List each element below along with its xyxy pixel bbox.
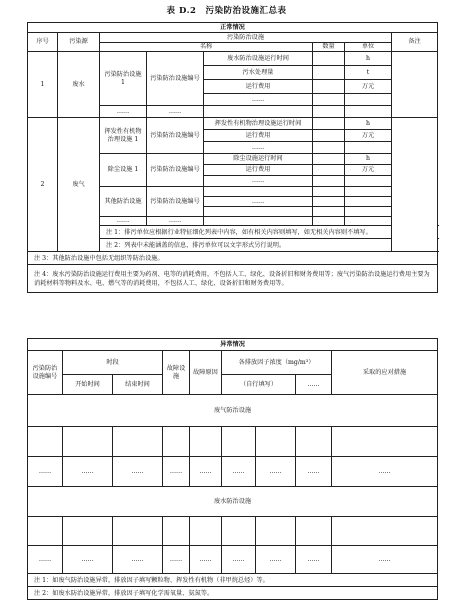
header-facility: 污染防治设施 [100,33,392,43]
ellipsis-cell: …… [63,457,113,487]
ellipsis-cell: …… [100,217,147,226]
water-start-cell [63,517,113,546]
qty-cell [313,217,345,226]
water-code-cell [28,517,63,546]
abnormal-table [27,338,438,600]
section-abnormal: 异常情况 [28,339,438,351]
ellipsis-cell: …… [147,217,204,226]
qty-cell [313,118,345,130]
ellipsis-cell: …… [163,457,190,487]
ellipsis-cell: …… [222,546,256,574]
unit-cell: t [345,66,392,80]
item-name: 除尘设施运行时间 [204,154,313,165]
unit-cell: 万元 [345,130,392,142]
facility-code: 污染防治设施编号 [147,154,204,187]
ellipsis-cell: …… [190,457,222,487]
facility-name: 污染防治设施 1 [100,52,147,106]
ellipsis-cell: …… [163,546,190,574]
ellipsis-cell: …… [222,457,256,487]
unit-cell [345,207,392,217]
qty-cell [313,80,345,94]
water-measures-cell [332,517,438,546]
qty-cell [313,197,345,207]
header-fault-reason: 故障原因 [190,351,222,395]
ellipsis-cell: …… [256,457,296,487]
item-name: …… [204,94,313,106]
facility-code: 污染防治设施编号 [147,52,204,106]
facility-name: 挥发性有机物治理设施 1 [100,118,147,154]
gas-code-cell [28,427,63,457]
header-seq: 序号 [28,33,58,52]
gas-end-cell [113,427,163,457]
header-end: 结束时间 [113,375,163,395]
item-name [204,207,313,217]
gas-fault-cell [163,427,190,457]
qty-cell [313,142,345,154]
item-name: 废水防治设施运行时间 [204,52,313,66]
note-4: 注 4：废水污染防治设施运行费用主要为药剂、电等的消耗费用，不包括人工、绿化、设备折旧和财务费用等；废气污染防治设施运行费用主要为消耗材料等物料及水、电、燃气等的消耗费用，不包括人工、绿化、设备折旧和财务费用等。 [28,265,438,293]
gas-conc-cell [296,427,332,457]
unit-cell [345,176,392,187]
ellipsis-cell: …… [28,546,63,574]
gas-conc-cell [222,427,256,457]
ellipsis-cell: …… [332,457,438,487]
water-reason-cell [190,517,222,546]
water-fault-cell [163,517,190,546]
ellipsis-cell: …… [190,546,222,574]
item-name: 污水处理量 [204,66,313,80]
qty-cell [313,94,345,106]
note-3: 注 3：其他防治设施中包括无组织等防治设施。 [28,252,438,265]
ellipsis-cell: …… [113,546,163,574]
abnormal-note-1: 注 1：如废气防治设施异常，排放因子填写颗粒物、挥发性有机物（非甲烷总烃）等。 [28,574,438,587]
unit-cell [345,187,392,197]
item-name: …… [204,197,313,207]
qty-cell [313,52,345,66]
header-qty: 数量 [313,43,345,52]
header-start: 开始时间 [63,375,113,395]
header-measures: 采取的应对措施 [332,351,438,395]
ellipsis-cell: …… [147,106,204,118]
unit-cell: h [345,52,392,66]
facility-code: 污染防治设施编号 [147,118,204,154]
water-conc-cell [296,517,332,546]
header-fault-facility: 故障设施 [163,351,190,395]
qty-cell [313,176,345,187]
item-name: 挥发性有机物治理设施运行时间 [204,118,313,130]
facility-name: 其他防治设施 [100,187,147,217]
ellipsis-cell: …… [63,546,113,574]
unit-cell: h [345,118,392,130]
item-name [204,187,313,197]
unit-cell [345,106,392,118]
qty-cell [313,106,345,118]
source-name: 废气 [58,118,100,252]
item-name: 运行费用 [204,80,313,94]
water-conc-cell [222,517,256,546]
gas-measures-cell [332,427,438,457]
header-ellipsis: …… [296,375,332,395]
header-auto: （自行填写） [222,375,296,395]
note-1: 注 1：排污单位应根据行业特征细化列表中内容，如有相关内容则填写，如无相关内容则不填写。 [100,226,438,239]
abnormal-note-2: 注 2：如废水防治设施异常，排放因子填写化学需氧量、氨氮等。 [28,587,438,600]
water-end-cell [113,517,163,546]
header-period: 时段 [63,351,163,375]
qty-cell [313,187,345,197]
table-caption: 表 D.2 污染防治设施汇总表 [166,6,287,16]
header-code: 污染防治设施编号 [28,351,63,395]
header-conc: 各排放因子浓度（mg/m³） [222,351,332,375]
section-normal: 正常情况 [28,23,438,33]
qty-cell [313,207,345,217]
gas-conc-cell [256,427,296,457]
water-conc-cell [256,517,296,546]
qty-cell [313,130,345,142]
unit-cell [345,217,392,226]
ellipsis-cell: …… [28,457,63,487]
ellipsis-cell: …… [332,546,438,574]
source-name: 废水 [58,52,100,118]
row-seq: 2 [28,118,58,252]
normal-table [27,22,438,293]
item-name [204,217,313,226]
ellipsis-cell: …… [296,457,332,487]
ellipsis-cell: …… [296,546,332,574]
gas-start-cell [63,427,113,457]
unit-cell: 万元 [345,80,392,94]
item-name [204,106,313,118]
facility-name: 除尘设施 1 [100,154,147,187]
item-name: 运行费用 [204,130,313,142]
item-name: …… [204,142,313,154]
header-name: 名称 [100,43,313,52]
header-unit: 单位 [345,43,392,52]
remark-cell [392,52,438,118]
header-remark: 备注 [392,33,438,52]
qty-cell [313,66,345,80]
gas-reason-cell [190,427,222,457]
ellipsis-cell: …… [100,106,147,118]
water-facility-label: 废水防治设施 [28,487,438,517]
header-source: 污染源 [58,33,100,52]
facility-code: 污染防治设施编号 [147,187,204,217]
item-name: 运行费用 [204,165,313,176]
ellipsis-cell: …… [256,546,296,574]
note-2: 注 2：列表中未能涵盖的信息，排污单位可以文字形式另行说明。 [100,239,438,252]
unit-cell: 万元 [345,165,392,176]
qty-cell [313,154,345,165]
unit-cell [345,197,392,207]
gas-facility-label: 废气防治设施 [28,395,438,427]
unit-cell [345,142,392,154]
row-seq: 1 [28,52,58,118]
unit-cell [345,94,392,106]
qty-cell [313,165,345,176]
item-name: …… [204,176,313,187]
unit-cell: h [345,154,392,165]
ellipsis-cell: …… [113,457,163,487]
